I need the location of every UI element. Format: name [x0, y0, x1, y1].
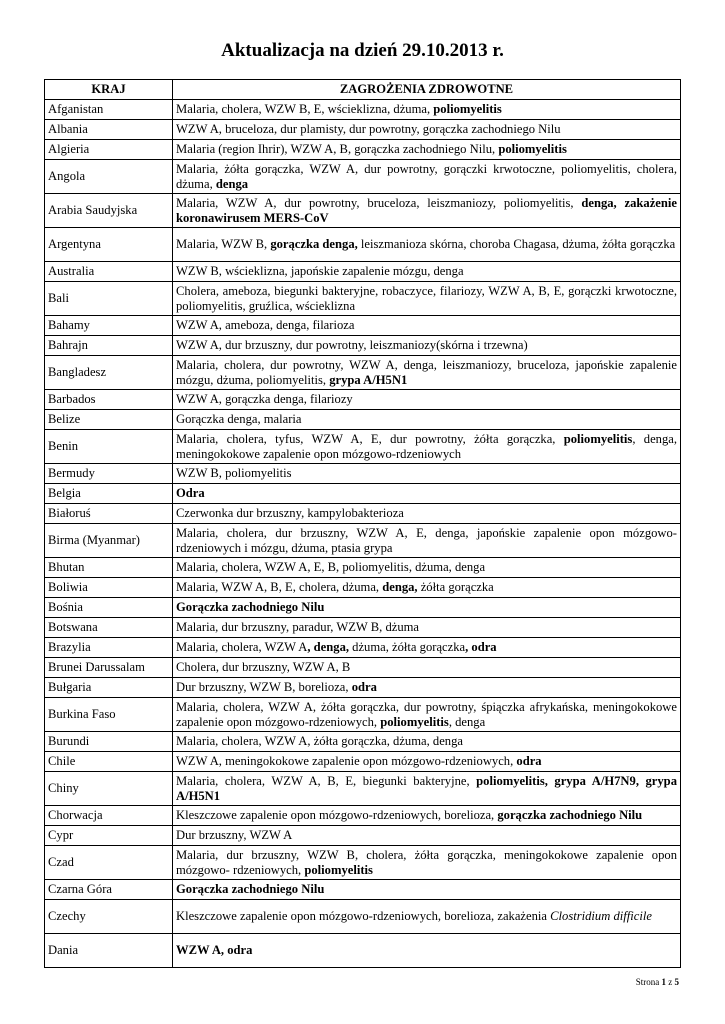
country-cell: Bahamy: [45, 316, 173, 336]
country-cell: Brunei Darussalam: [45, 658, 173, 678]
country-cell: Bułgaria: [45, 678, 173, 698]
threats-text: Czerwonka dur brzuszny, kampylobakterioza: [176, 506, 404, 520]
threats-cell: [173, 100, 681, 120]
country-cell: Czad: [45, 846, 173, 880]
table-row: [45, 618, 681, 638]
table-row: [45, 752, 681, 772]
table-row: [45, 484, 681, 504]
threats-text: Malaria, WZW A, dur powrotny, bruceloza, leiszmaniozy, poliomyelitis,: [176, 195, 582, 210]
threats-text: denga,: [382, 580, 418, 594]
table-row: [45, 262, 681, 282]
threats-text: dżuma, żółta gorączka: [349, 640, 466, 654]
table-row: [45, 578, 681, 598]
threats-text: Malaria, cholera, WZW A, żółta gorączka, dżuma, denga: [176, 734, 463, 748]
threats-cell: [173, 262, 681, 282]
health-threats-table: [44, 79, 681, 968]
threats-text: Malaria, dur brzuszny, paradur, WZW B, dżuma: [176, 620, 420, 634]
threats-text: Malaria, WZW B,: [176, 237, 271, 251]
table-row: [45, 732, 681, 752]
country-cell: Benin: [45, 430, 173, 464]
threats-text: denga, zakażenie koronawirusem MERS-CoV: [176, 195, 677, 225]
table-row: [45, 228, 681, 262]
table-row: [45, 194, 681, 228]
country-cell: Bali: [45, 282, 173, 316]
threats-cell: [173, 658, 681, 678]
table-row: [45, 658, 681, 678]
country-cell: Czechy: [45, 900, 173, 934]
threats-cell: [173, 504, 681, 524]
country-cell: Angola: [45, 160, 173, 194]
threats-text: Malaria, cholera, WZW A, żółta gorączka, dur powrotny, śpiączka afrykańska, meningokokowe zapalenie opon mózgowo-rdzeniowych,: [176, 699, 677, 729]
country-cell: Burundi: [45, 732, 173, 752]
threats-text: Malaria, cholera, WZW A, B, E, biegunki bakteryjne,: [176, 773, 477, 788]
threats-text: gorączka denga,: [270, 237, 358, 251]
threats-text: WZW B, poliomyelitis: [176, 466, 292, 480]
threats-text: gorączka zachodniego Nilu: [497, 808, 643, 822]
threats-cell: [173, 228, 681, 262]
table-row: [45, 336, 681, 356]
threats-text: Malaria, cholera, WZW B, E, wścieklizna, dżuma,: [176, 102, 434, 116]
threats-cell: [173, 194, 681, 228]
table-row: [45, 934, 681, 968]
threats-text: Malaria (region Ihrir), WZW A, B, gorączka zachodniego Nilu,: [176, 142, 499, 156]
table-row: [45, 598, 681, 618]
threats-cell: [173, 120, 681, 140]
country-cell: Afganistan: [45, 100, 173, 120]
threats-text: , denga: [448, 714, 486, 729]
country-cell: Argentyna: [45, 228, 173, 262]
threats-text: Dur brzuszny, WZW A: [176, 828, 293, 842]
country-cell: Albania: [45, 120, 173, 140]
threats-cell: [173, 880, 681, 900]
threats-cell: [173, 558, 681, 578]
table-row: [45, 558, 681, 578]
threats-cell: [173, 900, 681, 934]
country-cell: Chorwacja: [45, 806, 173, 826]
country-cell: Białoruś: [45, 504, 173, 524]
country-cell: Brazylia: [45, 638, 173, 658]
threats-text: Malaria, cholera, dur brzuszny, WZW A, E, denga, japońskie zapalenie opon mózgowo-rdzeniowych i mózgu, dżuma, ptasia grypa: [176, 525, 677, 555]
threats-cell: [173, 772, 681, 806]
threats-text: poliomyelitis: [380, 714, 449, 729]
threats-cell: [173, 598, 681, 618]
table-row: [45, 772, 681, 806]
threats-cell: [173, 806, 681, 826]
footer-middle: z: [666, 977, 675, 987]
threats-text: Gorączka denga, malaria: [176, 412, 302, 426]
table-row: [45, 390, 681, 410]
country-cell: Chiny: [45, 772, 173, 806]
country-cell: Cypr: [45, 826, 173, 846]
threats-text: Kleszczowe zapalenie opon mózgowo-rdzeniowych, borelioza, zakażenia: [176, 909, 551, 923]
threats-text: Malaria, cholera, dur powrotny, WZW A, denga, leiszmaniozy, bruceloza, japońskie zapalenie mózgu, dżuma, poliomyelitis,: [176, 357, 677, 387]
threats-text: Malaria, cholera, WZW A, E, B, poliomyelitis, dżuma, denga: [176, 560, 486, 574]
table-row: [45, 846, 681, 880]
table-row: [45, 464, 681, 484]
threats-cell: [173, 934, 681, 968]
threats-cell: [173, 732, 681, 752]
threats-text: poliomyelitis: [304, 862, 373, 877]
country-cell: Bahrajn: [45, 336, 173, 356]
threats-text: odra: [516, 754, 542, 768]
threats-text: WZW B, wścieklizna, japońskie zapalenie mózgu, denga: [176, 264, 464, 278]
threats-text: Cholera, dur brzuszny, WZW A, B: [176, 660, 351, 674]
table-header-row: [45, 80, 681, 100]
country-cell: Czarna Góra: [45, 880, 173, 900]
threats-text: WZW A, meningokokowe zapalenie opon mózgowo-rdzeniowych,: [176, 754, 517, 768]
country-cell: Barbados: [45, 390, 173, 410]
threats-text: Gorączka zachodniego Nilu: [176, 882, 325, 896]
table-row: [45, 160, 681, 194]
threats-text: denga: [215, 176, 249, 191]
footer-page-number: 1: [661, 977, 666, 987]
threats-text: WZW A, ameboza, denga, filarioza: [176, 318, 355, 332]
threats-text: Malaria, żółta gorączka, WZW A, dur powrotny, gorączki krwotoczne, poliomyelitis, cholera, dżuma,: [176, 161, 677, 191]
country-cell: Bermudy: [45, 464, 173, 484]
threats-cell: [173, 410, 681, 430]
country-cell: Bośnia: [45, 598, 173, 618]
threats-cell: [173, 638, 681, 658]
table-row: [45, 410, 681, 430]
threats-cell: [173, 524, 681, 558]
threats-text: Kleszczowe zapalenie opon mózgowo-rdzeniowych, borelioza,: [176, 808, 498, 822]
threats-cell: [173, 464, 681, 484]
threats-text: Malaria, cholera, tyfus, WZW A, E, dur powrotny, żółta gorączka,: [176, 431, 564, 446]
table-row: [45, 826, 681, 846]
threats-text: Cholera, ameboza, biegunki bakteryjne, robaczyce, filariozy, WZW A, B, E, gorączki krwotoczne, poliomyelitis, gruźlica, wścieklizna: [176, 283, 677, 313]
table-row: [45, 880, 681, 900]
country-cell: Boliwia: [45, 578, 173, 598]
threats-cell: [173, 846, 681, 880]
threats-cell: [173, 678, 681, 698]
threats-text: poliomyelitis, grypa A/H7N9, grypa A/H5N1: [176, 773, 677, 803]
column-header-threats: ZAGROŻENIA ZDROWOTNE: [173, 80, 681, 100]
table-row: [45, 100, 681, 120]
threats-text: Gorączka zachodniego Nilu: [176, 600, 325, 614]
table-row: [45, 504, 681, 524]
table-row: [45, 698, 681, 732]
table-row: [45, 430, 681, 464]
threats-cell: [173, 336, 681, 356]
table-body: [45, 100, 681, 968]
threats-text: odra: [351, 680, 377, 694]
country-cell: Arabia Saudyjska: [45, 194, 173, 228]
table-row: [45, 120, 681, 140]
country-cell: Burkina Faso: [45, 698, 173, 732]
table-row: [45, 140, 681, 160]
country-cell: Botswana: [45, 618, 173, 638]
threats-cell: [173, 430, 681, 464]
threats-text: Clostridium difficile: [550, 909, 652, 923]
table-row: [45, 282, 681, 316]
table-row: [45, 806, 681, 826]
table-row: [45, 678, 681, 698]
threats-text: grypa A/H5N1: [329, 372, 408, 387]
footer-total-pages: 5: [674, 977, 679, 987]
threats-cell: [173, 484, 681, 504]
threats-cell: [173, 752, 681, 772]
country-cell: Belgia: [45, 484, 173, 504]
threats-cell: [173, 826, 681, 846]
threats-cell: [173, 356, 681, 390]
country-cell: Australia: [45, 262, 173, 282]
threats-text: żółta gorączka: [417, 580, 494, 594]
threats-text: Dur brzuszny, WZW B, borelioza,: [176, 680, 352, 694]
threats-text: Malaria, cholera, WZW A: [176, 640, 308, 654]
threats-text: Malaria, WZW A, B, E, cholera, dżuma,: [176, 580, 383, 594]
column-header-country: KRAJ: [45, 80, 173, 100]
page-footer: [636, 977, 679, 987]
country-cell: Bhutan: [45, 558, 173, 578]
threats-text: , denga,: [307, 640, 350, 654]
country-cell: Birma (Myanmar): [45, 524, 173, 558]
threats-text: WZW A, dur brzuszny, dur powrotny, leiszmaniozy(skórna i trzewna): [176, 338, 528, 352]
threats-text: WZW A, bruceloza, dur plamisty, dur powrotny, gorączka zachodniego Nilu: [176, 122, 561, 136]
threats-text: , denga, meningokokowe zapalenie opon mózgowo-rdzeniowych: [176, 431, 677, 461]
threats-cell: [173, 160, 681, 194]
threats-cell: [173, 316, 681, 336]
threats-text: poliomyelitis: [563, 431, 633, 446]
threats-text: poliomyelitis: [433, 102, 502, 116]
threats-cell: [173, 578, 681, 598]
threats-text: Malaria, dur brzuszny, WZW B, cholera, żółta gorączka, meningokokowe zapalenie opon mózgowo- rdzeniowych,: [176, 847, 677, 877]
table-row: [45, 900, 681, 934]
country-cell: Bangladesz: [45, 356, 173, 390]
table-row: [45, 638, 681, 658]
threats-text: WZW A, gorączka denga, filariozy: [176, 392, 353, 406]
threats-text: , odra: [465, 640, 497, 654]
country-cell: Belize: [45, 410, 173, 430]
country-cell: Dania: [45, 934, 173, 968]
country-cell: Algieria: [45, 140, 173, 160]
threats-cell: [173, 390, 681, 410]
threats-text: leiszmanioza skórna, choroba Chagasa, dżuma, żółta gorączka: [357, 237, 676, 251]
threats-cell: [173, 140, 681, 160]
threats-text: poliomyelitis: [498, 142, 567, 156]
threats-cell: [173, 282, 681, 316]
table-row: [45, 356, 681, 390]
threats-cell: [173, 698, 681, 732]
country-cell: Chile: [45, 752, 173, 772]
threats-cell: [173, 618, 681, 638]
table-row: [45, 524, 681, 558]
threats-text: WZW A, odra: [176, 943, 253, 957]
table-row: [45, 316, 681, 336]
threats-text: Odra: [176, 486, 205, 500]
footer-prefix: Strona: [635, 977, 662, 987]
page-title: Aktualizacja na dzień 29.10.2013 r.: [221, 40, 504, 61]
